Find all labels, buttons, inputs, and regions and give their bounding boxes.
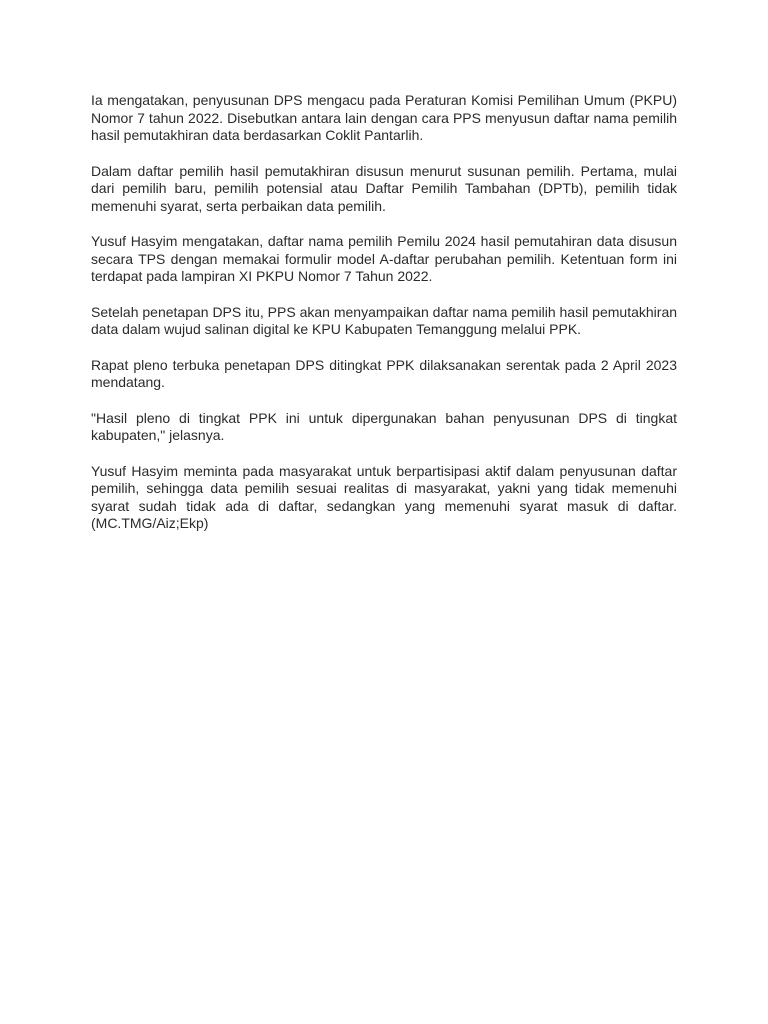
- article-body: [91, 92, 677, 551]
- paragraph-2: Dalam daftar pemilih hasil pemutakhiran disusun menurut susunan pemilih. Pertama, mulai dari pemilih baru, pemilih potensial atau Daftar Pemilih Tambahan (DPTb), pemilih tidak memenuhi syarat, serta perbaikan data pemilih.: [91, 162, 677, 214]
- paragraph-7: Yusuf Hasyim meminta pada masyarakat untuk berpartisipasi aktif dalam penyusunan daftar pemilih, sehingga data pemilih sesuai realitas di masyarakat, yakni yang tidak memenuhi syarat sudah tidak ada di daftar, sedangkan yang memenuhi syarat masuk di daftar. (MC.TMG/Aiz;Ekp): [91, 462, 677, 531]
- paragraph-5: Rapat pleno terbuka penetapan DPS ditingkat PPK dilaksanakan serentak pada 2 April 2023 mendatang.: [91, 356, 677, 390]
- paragraph-3: Yusuf Hasyim mengatakan, daftar nama pemilih Pemilu 2024 hasil pemutahiran data disusun secara TPS dengan memakai formulir model A-daftar perubahan pemilih. Ketentuan form ini terdapat pada lampiran XI PKPU Nomor 7 Tahun 2022.: [91, 233, 677, 284]
- paragraph-6: "Hasil pleno di tingkat PPK ini untuk dipergunakan bahan penyusunan DPS di tingkat kabupaten," jelasnya.: [91, 409, 677, 443]
- paragraph-1: Ia mengatakan, penyusunan DPS mengacu pada Peraturan Komisi Pemilihan Umum (PKPU) Nomor 7 tahun 2022. Disebutkan antara lain dengan cara PPS menyusun daftar nama pemilih hasil pemutakhiran data berdasarkan Coklit Pantarlih.: [91, 92, 677, 143]
- paragraph-4: Setelah penetapan DPS itu, PPS akan menyampaikan daftar nama pemilih hasil pemutakhiran data dalam wujud salinan digital ke KPU Kabupaten Temanggung melalui PPK.: [91, 303, 678, 337]
